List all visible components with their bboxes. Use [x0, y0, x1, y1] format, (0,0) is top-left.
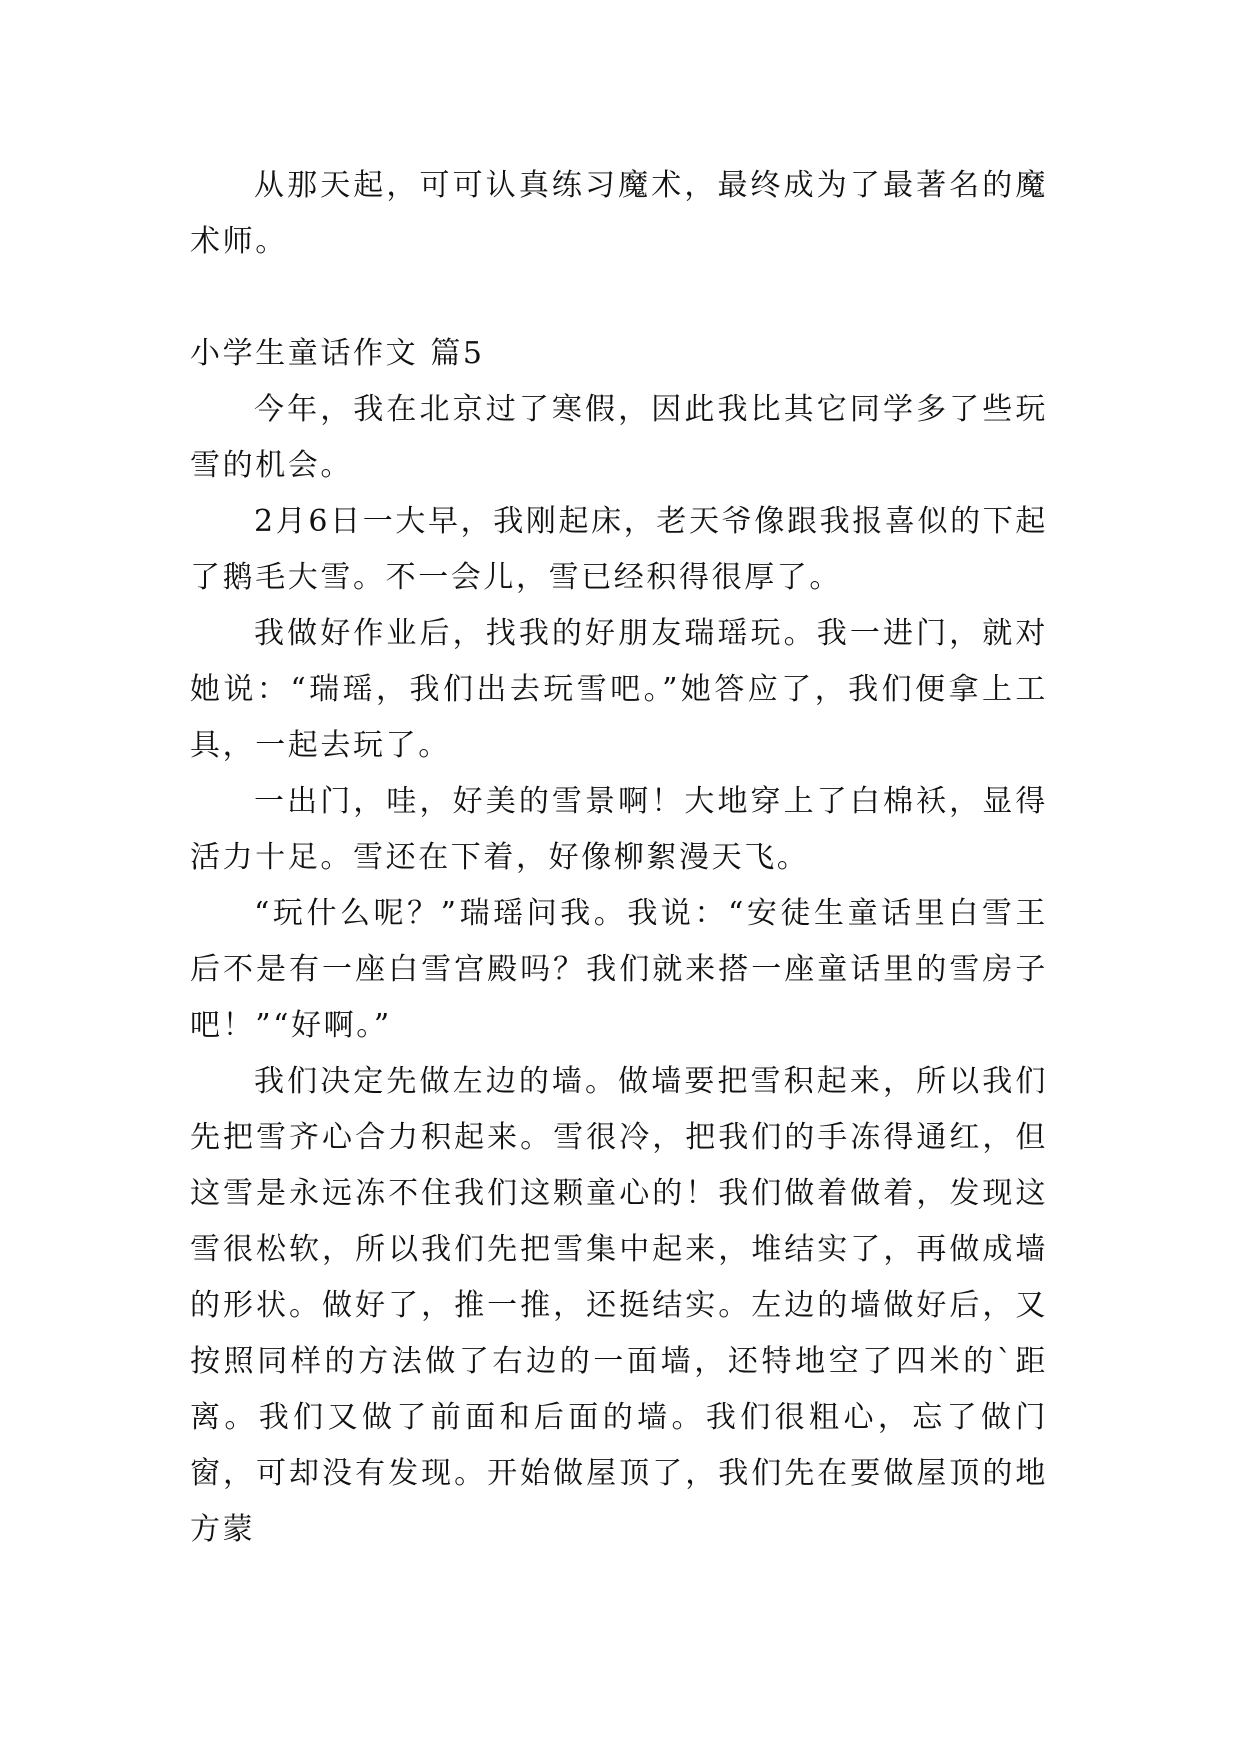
section-title: 小学生童话作文 篇5 [190, 336, 485, 371]
intro-paragraph: 从那天起，可可认真练习魔术，最终成为了最著名的魔术师。 [190, 168, 1048, 259]
paragraph-2: 2月6日一大早，我刚起床，老天爷像跟我报喜似的下起了鹅毛大雪。不一会儿，雪已经积得很厚了。 [190, 504, 1048, 595]
paragraph-5: “玩什么呢？”瑞瑶问我。我说：“安徒生童话里白雪王后不是有一座白雪宫殿吗？我们就来搭一座童话里的雪房子吧！”“好啊。” [190, 896, 1048, 1043]
paragraph-3: 我做好作业后，找我的好朋友瑞瑶玩。我一进门，就对她说：“瑞瑶，我们出去玩雪吧。”她答应了，我们便拿上工具，一起去玩了。 [190, 616, 1048, 763]
paragraph-4: 一出门，哇，好美的雪景啊！大地穿上了白棉袄，显得活力十足。雪还在下着，好像柳絮漫天飞。 [190, 784, 1048, 875]
section-gap [190, 270, 1048, 326]
paragraph-6: 我们决定先做左边的墙。做墙要把雪积起来，所以我们先把雪齐心合力积起来。雪很冷，把我们的手冻得通红，但这雪是永远冻不住我们这颗童心的！我们做着做着，发现这雪很松软，所以我们先把雪集中起来，堆结实了，再做成墙的形状。做好了，推一推，还挺结实。左边的墙做好后，又按照同样的方法做了右边的一面墙，还特地空了四米的`距离。我们又做了前面和后面的墙。我们很粗心，忘了做门窗，可却没有发现。开始做屋顶了，我们先在要做屋顶的地方蒙 [190, 1064, 1048, 1547]
document-body [190, 158, 1048, 1558]
paragraph-1: 今年，我在北京过了寒假，因此我比其它同学多了些玩雪的机会。 [190, 392, 1048, 483]
